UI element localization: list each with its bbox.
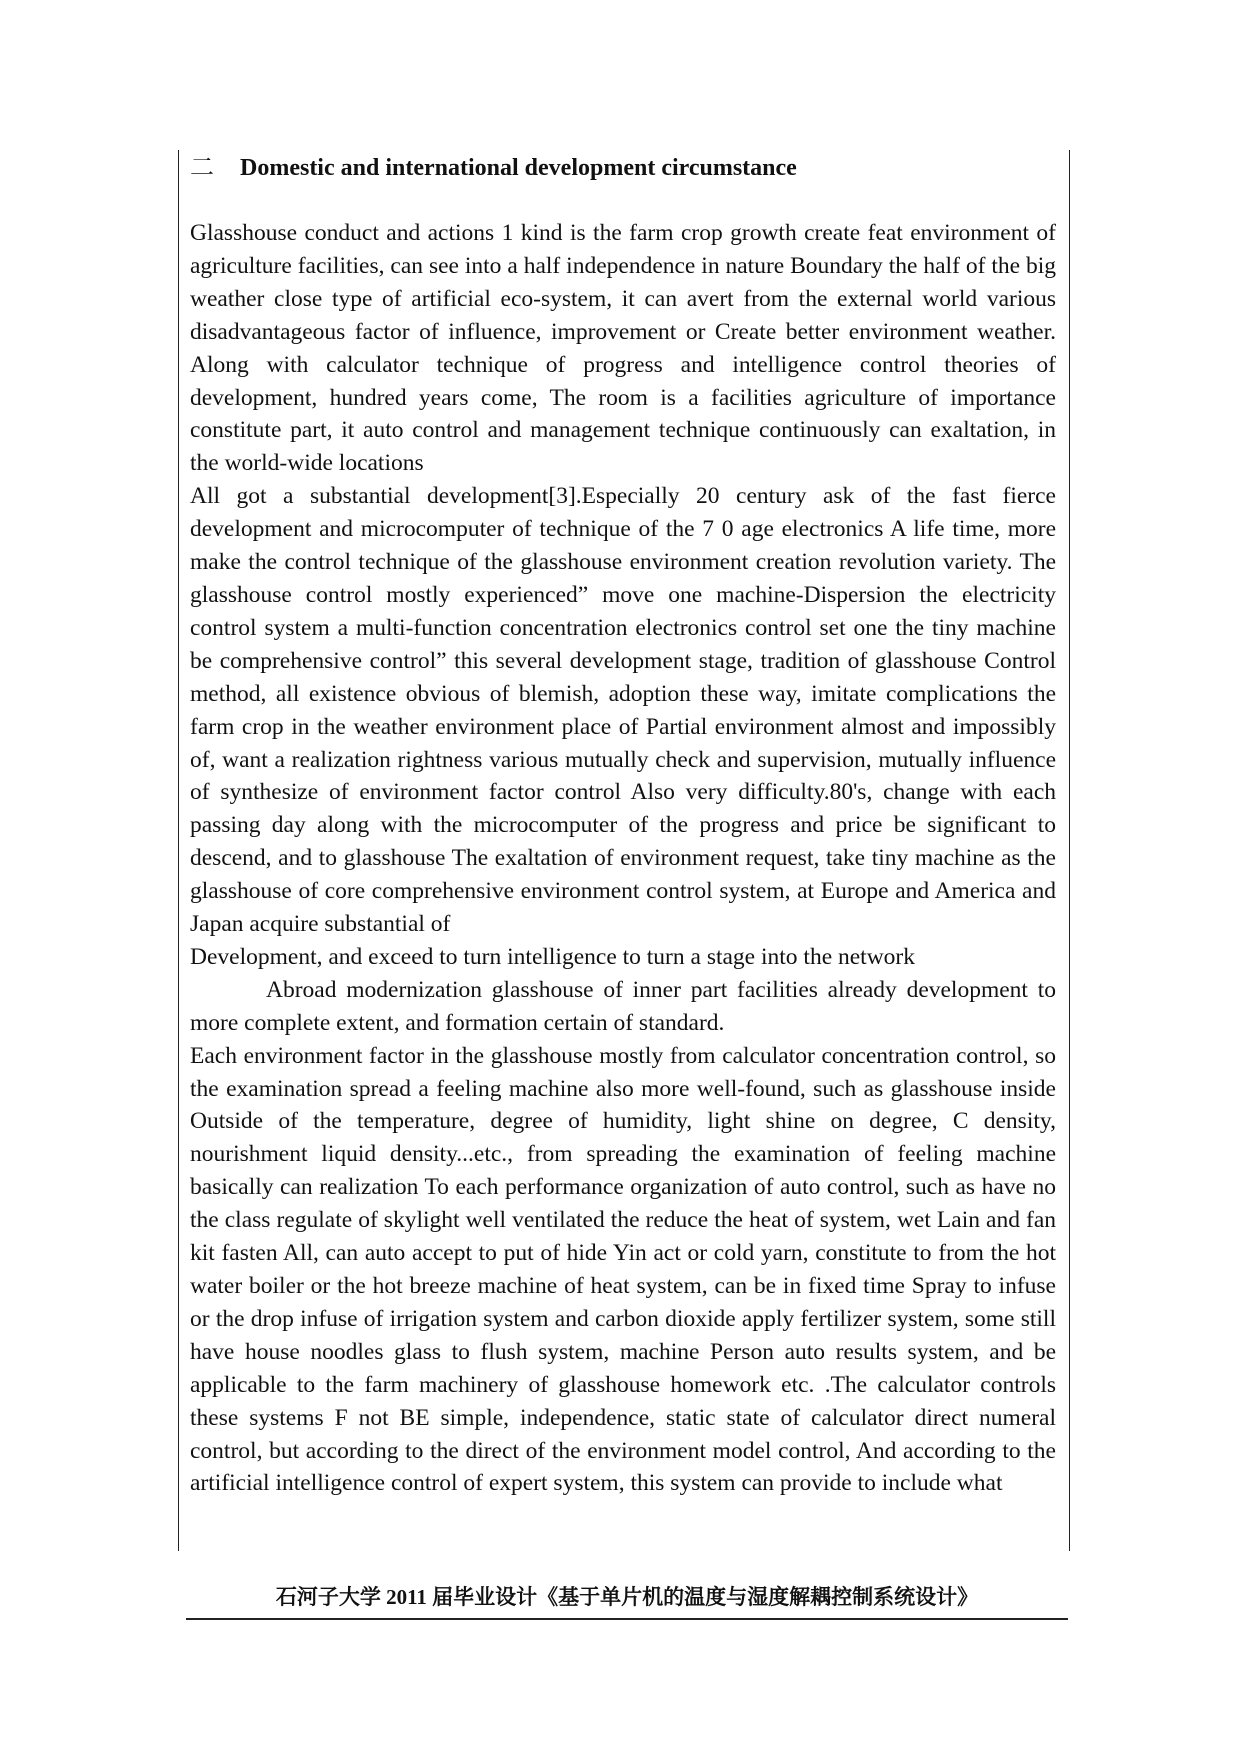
- section-title: Domestic and international development circumstance: [240, 155, 797, 181]
- section-number: 二: [190, 155, 214, 181]
- paragraph: Glasshouse conduct and actions 1 kind is the farm crop growth create feat environment of agriculture facilities, can see into a half independence in nature Boundary the half of the big weather close type of artificial eco-system, it can avert from the external world various disadvantageous factor of influence, improvement or Create better environment weather. Along with calculator technique of progress and intelligence control theories of development, hundred years come, The room is a facilities agriculture of importance constitute part, it auto control and management technique continuously can exaltation, in the world-wide locations: [190, 220, 1056, 477]
- body-text: [190, 217, 1056, 1500]
- paragraph: Abroad modernization glasshouse of inner part facilities already development to more complete extent, and formation certain of standard.: [190, 976, 1056, 1036]
- section-heading: [190, 150, 797, 186]
- footer-divider: [186, 1618, 1068, 1620]
- paragraph: Development, and exceed to turn intelligence to turn a stage into the network: [190, 943, 916, 970]
- paragraph: All got a substantial development[3].Especially 20 century ask of the fast fierce development and microcomputer of technique of the 7 0 age electronics A life time, more make the control technique of the glasshouse environment creation revolution variety. The glasshouse control mostly experienced” move one machine-Dispersion the electricity control system a multi-function concentration electronics control set one the tiny machine be comprehensive control” this several development stage, tradition of glasshouse Control method, all existence obvious of blemish, adoption these way, imitate complications the farm crop in the weather environment place of Partial environment almost and impossibly of, want a realization rightness various mutually check and supervision, mutually influence of synthesize of environment factor control Also very difficulty.80's, change with each passing day along with the microcomputer of the progress and price be significant to descend, and to glasshouse The exaltation of environment request, take tiny machine as the glasshouse of core comprehensive environment control system, at Europe and America and Japan acquire substantial of: [190, 483, 1056, 938]
- page-footer: 石河子大学 2011 届毕业设计《基于单片机的温度与湿度解耦控制系统设计》: [275, 1585, 979, 1609]
- paragraph: Each environment factor in the glasshouse mostly from calculator concentration control, so the examination spread a feeling machine also more well-found, such as glasshouse inside Outside of the temperature, degree of humidity, light shine on degree, C density, nourishment liquid density...etc., from spreading the examination of feeling machine basically can realization To each performance organization of auto control, such as have no the class regulate of skylight well ventilated the reduce the heat of system, wet Lain and fan kit fasten All, can auto accept to put of hide Yin act or cold yarn, constitute to from the hot water boiler or the hot breeze machine of heat system, can be in fixed time Spray to infuse or the drop infuse of irrigation system and carbon dioxide apply fertilizer system, some still have house noodles glass to flush system, machine Person auto results system, and be applicable to the farm machinery of glasshouse homework etc. .The calculator controls these systems F not BE simple, independence, static state of calculator direct numeral control, but according to the direct of the environment model control, And according to the artificial intelligence control of expert system, this system can provide to include what: [190, 1042, 1056, 1497]
